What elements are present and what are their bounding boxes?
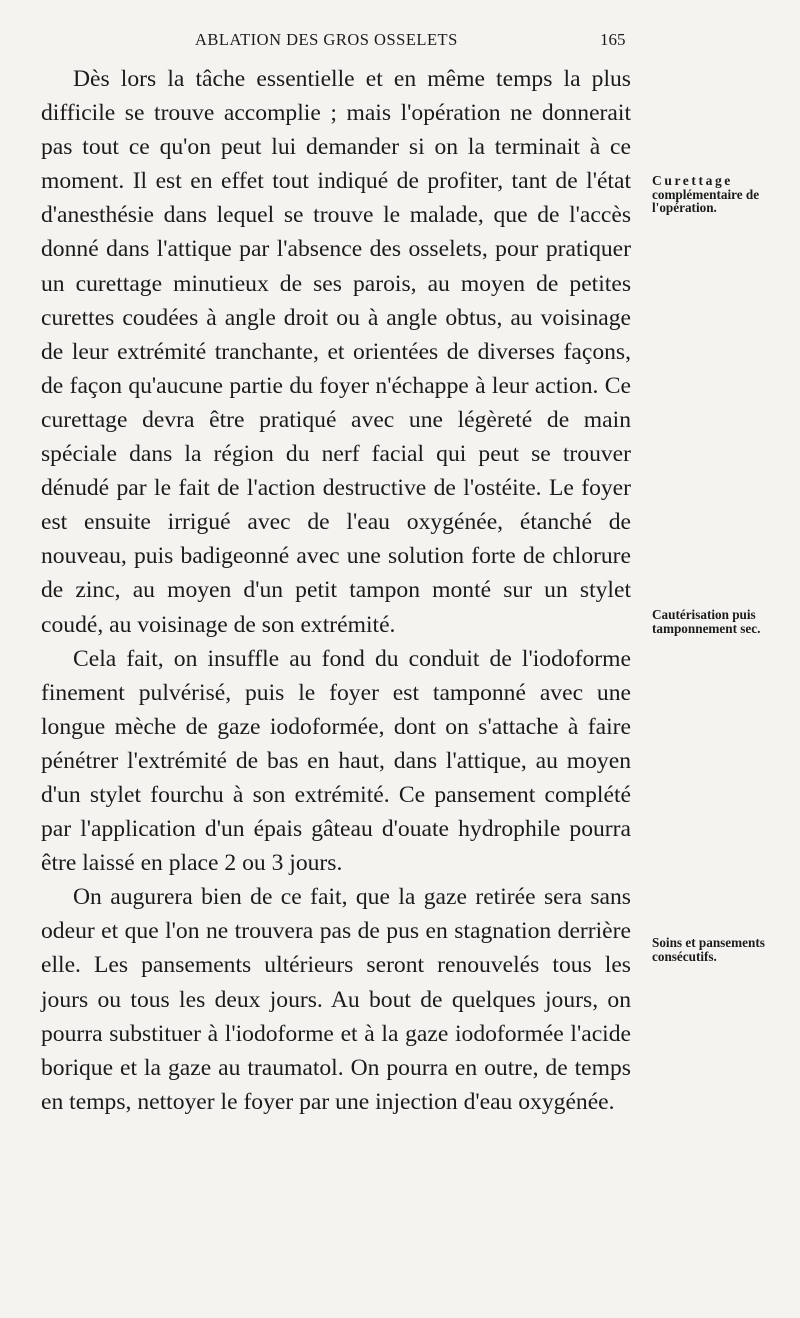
running-head: ABLATION DES GROS OSSELETS bbox=[195, 30, 458, 49]
margin-note-soins: Soins et pansements consécutifs. bbox=[652, 935, 765, 964]
paragraph-curettage: Dès lors la tâche essentielle et en même temps la plus difficile se trouve accomplie ; mais l'opération ne donnerait pas tout ce qu'on peut lui demander si on la terminait à ce moment. Il est en effet tout indiqué de profiter, tant de l'état d'anesthésie dans lequel se trouve le malade, que de l'accès donné dans l'attique par l'absence des osselets, pour pratiquer un curettage minutieux de ses parois, au moyen de petites curettes coudées à angle droit ou à angle obtus, au voisinage de leur extrémité tranchante, et orientées de diverses façons, de façon qu'aucune partie du foyer n'échappe à leur action. Ce curettage devra être pratiqué avec une légèreté de main spéciale dans la région du nerf facial qui peut se trouver dénudé par le fait de l'action destructive de l'ostéite. Le foyer est ensuite irrigué avec de l'eau oxygénée, étanché de nouveau, puis badigeonné avec une solution forte de chlorure de zinc, au moyen d'un petit tampon monté sur un stylet coudé, au voisinage de son extrémité. bbox=[41, 66, 631, 638]
margin-note-curettage bbox=[652, 174, 770, 215]
margin-note-curettage-tail: complémentaire de l'opération. bbox=[652, 186, 760, 215]
paragraph-pansement: Cela fait, on insuffle au fond du conduit de l'iodoforme finement pulvérisé, puis le foyer est tamponné avec une longue mèche de gaze iodoformée, dont on s'attache à faire pénétrer l'extrémité de bas en haut, dans l'attique, au moyen d'un stylet fourchu à son extrémité. Ce pansement complété par l'application d'un épais gâteau d'ouate hydrophile pourra être laissé en place 2 ou 3 jours. bbox=[41, 645, 631, 877]
page-number: 165 bbox=[600, 30, 626, 49]
paragraph-soins: On augurera bien de ce fait, que la gaze retirée sera sans odeur et que l'on ne trouvera pas de pus en stagnation derrière elle. Les pansements ultérieurs seront renouvelés tous les jours ou tous les deux jours. Au bout de quelques jours, on pourra substituer à l'iodoforme et à la gaze iodoformée l'acide borique et la gaze au traumatol. On pourra en outre, de temps en temps, nettoyer le foyer par une injection d'eau oxygénée. bbox=[41, 884, 631, 1115]
body-text bbox=[41, 62, 631, 1119]
margin-note-cauterisation: Cautérisation puis tamponnement sec. bbox=[652, 607, 761, 636]
margin-note-curettage-head: Curettage bbox=[652, 173, 733, 188]
